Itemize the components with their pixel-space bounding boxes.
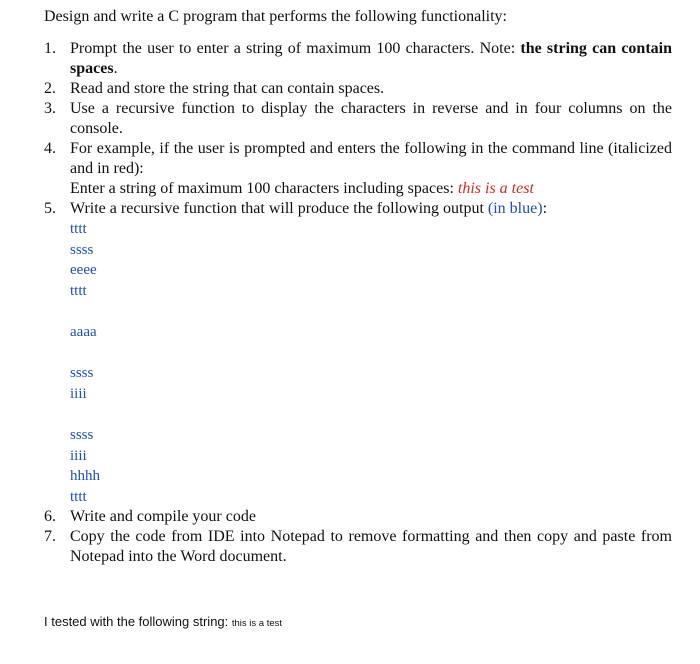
item-text: Copy the code from IDE into Notepad to remove formatting and then copy and paste from Notepad into the Word document. [70,528,672,566]
output-line: iiii [70,447,87,464]
intro-text: Design and write a C program that performs the following functionality: [44,8,507,25]
output-blank-line [70,404,672,425]
tested-label: I tested with the following string: [44,614,232,629]
item-text: Use a recursive function to display the characters in reverse and in four columns on the console. [70,100,672,137]
item-number: 3. [44,100,56,117]
tested-value: this is a test [231,618,283,629]
item-bold-note: the string can contain spaces [70,40,672,77]
item-number: 5. [44,200,56,217]
list-item-7 [44,527,672,567]
output-line: tttt [70,221,87,237]
output-line: eeee [70,262,97,279]
output-line: tttt [70,282,87,299]
output-line: ssss [70,365,94,382]
tested-note [44,614,282,629]
output-blank-line [70,301,672,322]
item-text: Read and store the string that can contain spaces. [70,80,385,97]
list-item-3 [44,99,672,139]
sample-output [70,219,672,507]
output-line: ssss [70,241,94,258]
list-item-6 [44,507,672,527]
output-line: iiii [70,385,87,402]
item-number: 4. [44,140,56,157]
item-text-end: . [113,60,118,77]
prompt-input: this is a test [457,180,534,197]
list-item-5 [44,199,672,507]
item-text: Write a recursive function that will produce the following output [70,200,488,217]
list-item-2 [44,79,672,99]
requirements-list [44,39,672,567]
prompt-text: Enter a string of maximum 100 characters including spaces: [70,180,458,197]
item-text-end: : [542,200,548,217]
list-item-1 [44,39,672,79]
item-number: 6. [44,508,56,526]
output-blank-line [70,343,672,364]
list-item-4 [44,139,672,199]
output-line: tttt [70,488,87,505]
blue-note: (in blue) [487,200,543,217]
item-number: 7. [44,528,56,546]
item-text: For example, if the user is prompted and enters the following in the command line (italicized and in red): [70,140,672,177]
output-line: ssss [70,426,94,443]
item-text: Write and compile your code [70,508,256,526]
item-text: Prompt the user to enter a string of maximum 100 characters. Note: [70,40,521,57]
output-line: aaaa [70,323,97,340]
item-number: 1. [44,40,56,57]
item-number: 2. [44,80,56,97]
output-line: hhhh [70,468,100,485]
